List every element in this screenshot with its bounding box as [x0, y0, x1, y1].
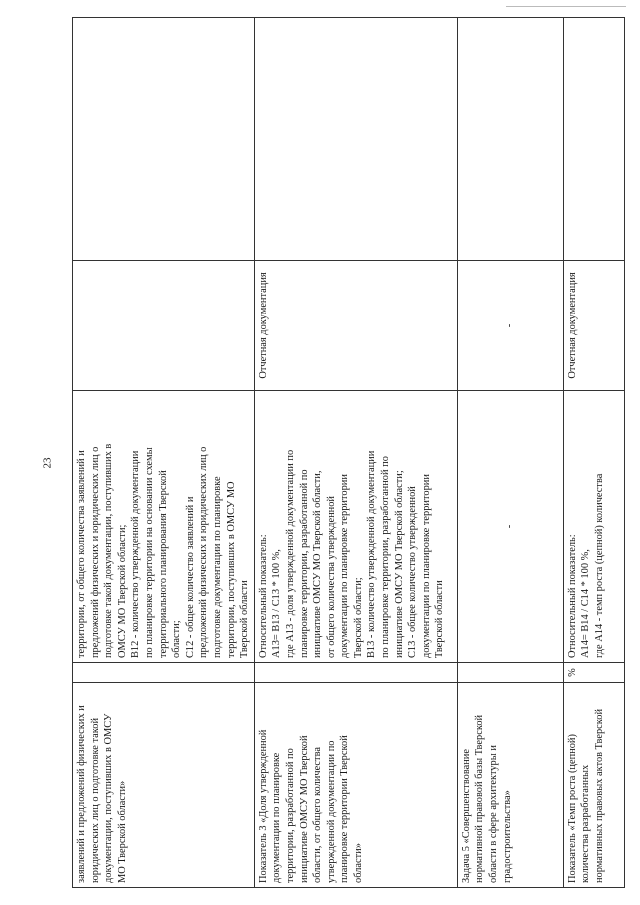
text-line: предложений физических и юридических лиц о	[89, 446, 101, 658]
source-label: -	[504, 323, 516, 328]
source-cell	[457, 261, 563, 391]
scan-edge-mark	[506, 6, 626, 8]
text-line: В12 - количество утвержденной документации	[130, 450, 142, 658]
text-line: документации, поступивших в ОМСУ	[103, 713, 115, 883]
text-line: Тверской области	[434, 580, 446, 658]
table-row	[73, 18, 255, 888]
text-line: инициативе ОМСУ МО Тверской	[298, 735, 310, 883]
text-line: где А13 - доля утвержденной документации по	[284, 449, 296, 658]
unit-cell	[73, 663, 255, 683]
text-line: ОМСУ МО Тверской области;	[116, 524, 128, 658]
text-line: В13 - количество утвержденной документации	[366, 450, 378, 658]
text-line: А13= В13 / С13 * 100 %,	[271, 549, 283, 658]
unit-cell	[254, 663, 457, 683]
text-line: Показатель «Темп роста (цепной)	[566, 734, 578, 883]
text-line: градостроительства»	[501, 790, 513, 883]
indicator-name-cell	[254, 683, 457, 888]
text-line: заявлений и предложений физических и	[76, 705, 87, 883]
extra-cell	[563, 18, 624, 261]
text-line: инициативе ОМСУ МО Тверской области,	[312, 470, 324, 658]
source-cell	[563, 261, 624, 391]
text-line: С12 - общее количество заявлений и	[184, 496, 196, 658]
unit-cell	[457, 663, 563, 683]
extra-cell	[254, 18, 457, 261]
text-line: области в сфере архитектуры и	[487, 745, 499, 883]
source-cell	[254, 261, 457, 391]
text-line: нормативной правовой базы Тверской	[474, 714, 486, 883]
text-line: инициативе ОМСУ МО Тверской области;	[393, 470, 405, 658]
extra-cell	[73, 18, 255, 261]
text-line: территории, поступивших в ОМСУ МО	[225, 481, 237, 658]
text-line: С13 - общее количество утвержденной	[407, 486, 419, 658]
formula-cell	[457, 391, 563, 663]
text-line: документации по планировке территории	[420, 474, 432, 658]
text-line: Показатель 3 «Доля утвержденной	[257, 729, 269, 883]
formula-cell	[563, 391, 624, 663]
text-line: области;	[171, 620, 183, 658]
text-line: предложений физических и юридических лиц о	[198, 446, 210, 658]
table-row	[457, 18, 563, 888]
text-line: Тверской области	[239, 580, 251, 658]
page-number: 23	[41, 457, 54, 469]
text-line: области»	[352, 843, 364, 883]
text-line: подготовке документации по планировке	[211, 476, 223, 658]
unit-label: %	[566, 668, 578, 677]
table-row	[563, 18, 624, 888]
indicator-name-cell	[73, 683, 255, 888]
text-line: территории, разработанной по	[284, 748, 296, 883]
text-line: Относительный показатель:	[257, 534, 269, 658]
source-label: Отчетная документация	[257, 272, 269, 379]
text-line: планировке территории, разработанной по	[298, 469, 310, 658]
indicators-table	[72, 17, 625, 888]
text-line: по планировке территории, разработанной по	[380, 456, 392, 658]
text-line: Задача 5 «Совершенствование	[460, 749, 472, 883]
text-line: Относительный показатель:	[566, 534, 578, 658]
unit-cell	[563, 663, 624, 683]
rotated-table-wrapper	[72, 18, 604, 888]
text-line: Тверской области;	[352, 577, 364, 658]
text-line: документации по планировке территории	[339, 474, 351, 658]
text-line: -	[504, 524, 516, 529]
text-line: нормативных правовых актов Тверской	[593, 708, 605, 883]
text-line: количества разработанных	[580, 764, 592, 883]
text-line: по планировке территории на основании схемы	[143, 447, 155, 658]
extra-cell	[457, 18, 563, 261]
text-line: планировке территории Тверской	[339, 735, 351, 883]
text-line: подготовке такой документации, поступивших в	[103, 443, 115, 658]
formula-cell	[254, 391, 457, 663]
source-cell	[73, 261, 255, 391]
text-line: от общего количества утвержденной	[325, 496, 337, 658]
table-row	[254, 18, 457, 888]
source-label: Отчетная документация	[566, 272, 578, 379]
text-line: А14= В14 / С14 * 100 %,	[580, 549, 592, 658]
text-line: МО Тверской области»	[116, 780, 128, 883]
text-line: территориального планирования Тверской	[157, 470, 169, 658]
text-line: утвержденной документации по	[325, 740, 337, 883]
text-line: территории, от общего количества заявлений и	[76, 450, 87, 658]
text-line: где А14 - темп роста (цепной) количества	[593, 473, 605, 658]
indicator-name-cell	[563, 683, 624, 888]
formula-cell	[73, 391, 255, 663]
text-line: документации по планировке	[271, 752, 283, 883]
text-line: юридических лиц о подготовке такой	[89, 717, 101, 883]
text-line: области, от общего количества	[312, 747, 324, 883]
indicator-name-cell	[457, 683, 563, 888]
